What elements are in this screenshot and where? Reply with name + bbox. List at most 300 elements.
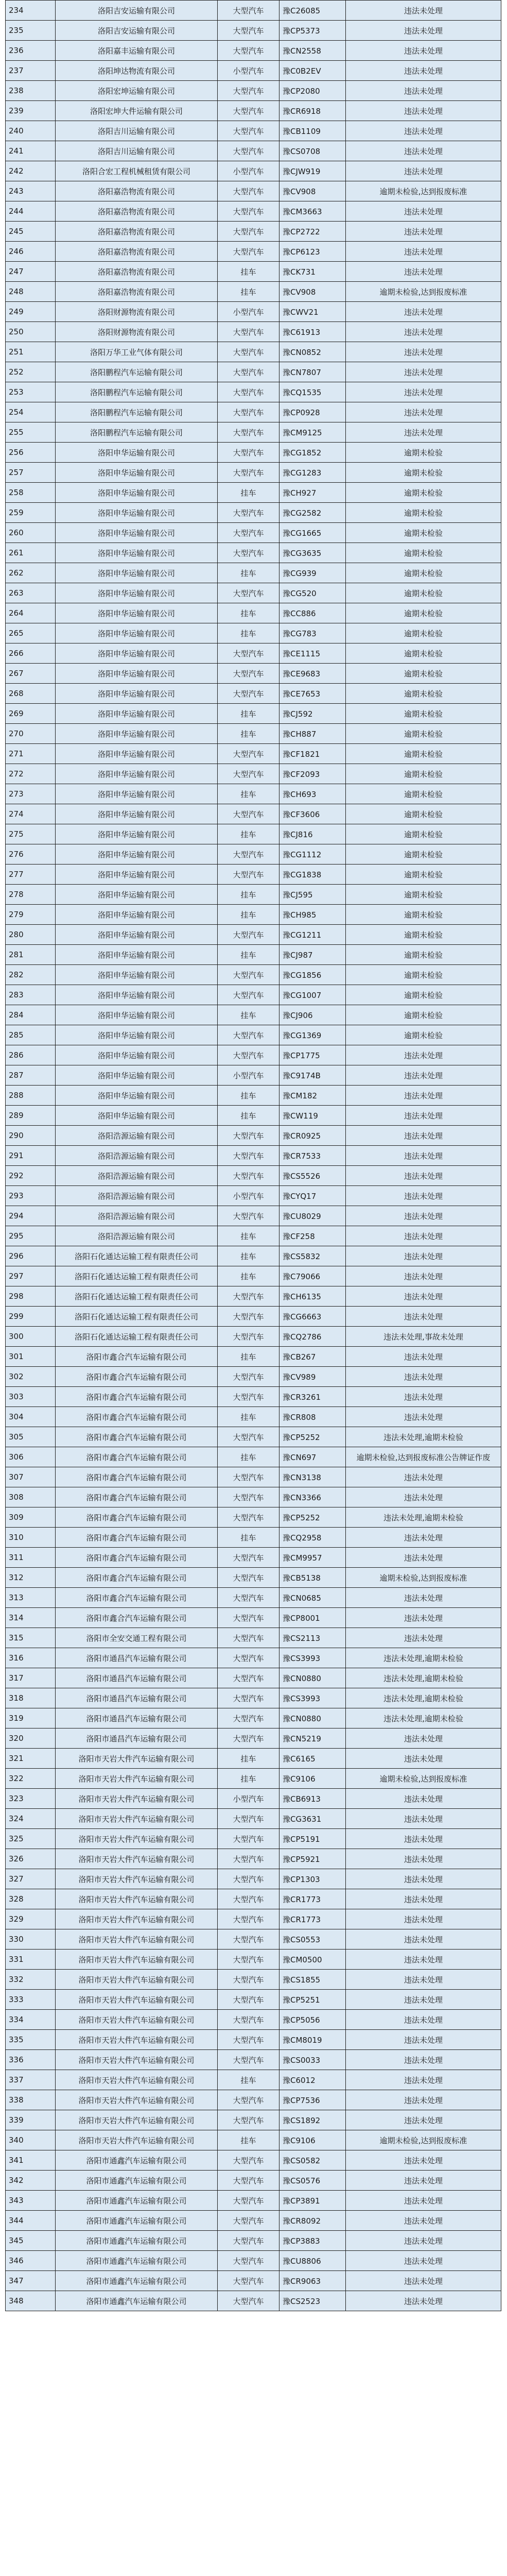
row-number-cell: 254 — [6, 402, 56, 422]
row-number-cell: 346 — [6, 2251, 56, 2271]
table-row — [6, 242, 501, 262]
table-row — [6, 2211, 501, 2231]
row-number-cell: 242 — [6, 161, 56, 181]
status-cell: 逾期未检验 — [346, 744, 501, 764]
company-cell: 洛阳申华运输有限公司 — [56, 1025, 218, 1045]
plate-number-cell: 豫CM9125 — [279, 422, 346, 443]
row-number-cell: 288 — [6, 1086, 56, 1106]
table-row — [6, 2191, 501, 2211]
vehicle-type-cell: 大型汽车 — [218, 1206, 279, 1226]
company-cell: 洛阳申华运输有限公司 — [56, 724, 218, 744]
status-cell: 违法未处理 — [346, 1266, 501, 1286]
company-cell: 洛阳嘉浩物流有限公司 — [56, 282, 218, 302]
vehicle-type-cell: 挂车 — [218, 563, 279, 583]
status-cell: 违法未处理 — [346, 2251, 501, 2271]
table-row — [6, 443, 501, 463]
vehicle-type-cell: 大型汽车 — [218, 643, 279, 664]
status-cell: 违法未处理 — [346, 1166, 501, 1186]
status-cell: 逾期未检验 — [346, 463, 501, 483]
vehicle-type-cell: 挂车 — [218, 1106, 279, 1126]
table-row — [6, 1487, 501, 1507]
status-cell: 违法未处理,逾期未检验 — [346, 1708, 501, 1728]
plate-number-cell: 豫C6165 — [279, 1749, 346, 1769]
company-cell: 洛阳申华运输有限公司 — [56, 764, 218, 784]
table-body — [6, 1, 501, 2311]
company-cell: 洛阳申华运输有限公司 — [56, 865, 218, 885]
status-cell: 违法未处理 — [346, 1749, 501, 1769]
row-number-cell: 347 — [6, 2271, 56, 2291]
row-number-cell: 299 — [6, 1307, 56, 1327]
status-cell: 违法未处理 — [346, 2231, 501, 2251]
vehicle-type-cell: 大型汽车 — [218, 382, 279, 402]
company-cell: 洛阳市全安交通工程有限公司 — [56, 1628, 218, 1648]
row-number-cell: 235 — [6, 21, 56, 41]
company-cell: 洛阳申华运输有限公司 — [56, 1005, 218, 1025]
status-cell: 违法未处理 — [346, 2171, 501, 2191]
vehicle-type-cell: 大型汽车 — [218, 744, 279, 764]
company-cell: 洛阳市鑫合汽车运输有限公司 — [56, 1427, 218, 1447]
plate-number-cell: 豫CM3663 — [279, 201, 346, 222]
vehicle-type-cell: 大型汽车 — [218, 503, 279, 523]
company-cell: 洛阳嘉浩物流有限公司 — [56, 222, 218, 242]
row-number-cell: 326 — [6, 1849, 56, 1869]
table-row — [6, 1628, 501, 1648]
plate-number-cell: 豫CR8092 — [279, 2211, 346, 2231]
plate-number-cell: 豫CM182 — [279, 1086, 346, 1106]
table-row — [6, 1307, 501, 1327]
plate-number-cell: 豫C6012 — [279, 2070, 346, 2090]
status-cell: 违法未处理 — [346, 1929, 501, 1950]
plate-number-cell: 豫C0B2EV — [279, 61, 346, 81]
vehicle-type-cell: 大型汽车 — [218, 1146, 279, 1166]
vehicle-type-cell: 大型汽车 — [218, 1307, 279, 1327]
table-row — [6, 784, 501, 804]
row-number-cell: 301 — [6, 1347, 56, 1367]
table-row — [6, 1327, 501, 1347]
company-cell: 洛阳石化通达运输工程有限责任公司 — [56, 1327, 218, 1347]
plate-number-cell: 豫CN5219 — [279, 1728, 346, 1749]
company-cell: 洛阳申华运输有限公司 — [56, 965, 218, 985]
plate-number-cell: 豫CP2080 — [279, 81, 346, 101]
status-cell: 违法未处理 — [346, 1809, 501, 1829]
vehicle-type-cell: 大型汽车 — [218, 1829, 279, 1849]
status-cell: 违法未处理 — [346, 41, 501, 61]
status-cell: 违法未处理 — [346, 1286, 501, 1307]
company-cell: 洛阳石化通达运输工程有限责任公司 — [56, 1266, 218, 1286]
row-number-cell: 342 — [6, 2171, 56, 2191]
row-number-cell: 285 — [6, 1025, 56, 1045]
table-row — [6, 1146, 501, 1166]
row-number-cell: 241 — [6, 141, 56, 161]
vehicle-type-cell: 大型汽车 — [218, 2171, 279, 2191]
plate-number-cell: 豫CH6135 — [279, 1286, 346, 1307]
company-cell: 洛阳市天岩大件汽车运输有限公司 — [56, 1769, 218, 1789]
table-row — [6, 362, 501, 382]
company-cell: 洛阳市通鑫汽车运输有限公司 — [56, 2251, 218, 2271]
table-row — [6, 1427, 501, 1447]
table-row — [6, 1086, 501, 1106]
status-cell: 逾期未检验 — [346, 563, 501, 583]
status-cell: 违法未处理 — [346, 1367, 501, 1387]
row-number-cell: 304 — [6, 1407, 56, 1427]
status-cell: 违法未处理 — [346, 242, 501, 262]
plate-number-cell: 豫CS3993 — [279, 1648, 346, 1668]
vehicle-type-cell: 大型汽车 — [218, 2090, 279, 2110]
company-cell: 洛阳市鑫合汽车运输有限公司 — [56, 1608, 218, 1628]
status-cell: 逾期未检验 — [346, 784, 501, 804]
row-number-cell: 245 — [6, 222, 56, 242]
row-number-cell: 266 — [6, 643, 56, 664]
plate-number-cell: 豫CS1855 — [279, 1970, 346, 1990]
table-row — [6, 262, 501, 282]
company-cell: 洛阳申华运输有限公司 — [56, 583, 218, 603]
status-cell: 违法未处理 — [346, 1106, 501, 1126]
vehicle-type-cell: 挂车 — [218, 704, 279, 724]
company-cell: 洛阳坤达物流有限公司 — [56, 61, 218, 81]
company-cell: 洛阳市天岩大件汽车运输有限公司 — [56, 2090, 218, 2110]
company-cell: 洛阳申华运输有限公司 — [56, 1065, 218, 1086]
company-cell: 洛阳浩源运输有限公司 — [56, 1206, 218, 1226]
company-cell: 洛阳申华运输有限公司 — [56, 744, 218, 764]
row-number-cell: 308 — [6, 1487, 56, 1507]
table-row — [6, 543, 501, 563]
status-cell: 逾期未检验 — [346, 905, 501, 925]
status-cell: 逾期未检验 — [346, 483, 501, 503]
status-cell: 违法未处理 — [346, 1246, 501, 1266]
plate-number-cell: 豫CF258 — [279, 1226, 346, 1246]
status-cell: 违法未处理 — [346, 2271, 501, 2291]
company-cell: 洛阳申华运输有限公司 — [56, 643, 218, 664]
company-cell: 洛阳申华运输有限公司 — [56, 925, 218, 945]
company-cell: 洛阳市天岩大件汽车运输有限公司 — [56, 2030, 218, 2050]
plate-number-cell: 豫CR808 — [279, 1407, 346, 1427]
vehicle-type-cell: 挂车 — [218, 1749, 279, 1769]
row-number-cell: 284 — [6, 1005, 56, 1025]
row-number-cell: 332 — [6, 1970, 56, 1990]
vehicle-type-cell: 挂车 — [218, 945, 279, 965]
row-number-cell: 268 — [6, 684, 56, 704]
vehicle-type-cell: 大型汽车 — [218, 1648, 279, 1668]
status-cell: 违法未处理 — [346, 362, 501, 382]
plate-number-cell: 豫CG1856 — [279, 965, 346, 985]
row-number-cell: 344 — [6, 2211, 56, 2231]
row-number-cell: 287 — [6, 1065, 56, 1086]
status-cell: 逾期未检验 — [346, 764, 501, 784]
status-cell: 逾期未检验 — [346, 684, 501, 704]
company-cell: 洛阳市通昌汽车运输有限公司 — [56, 1688, 218, 1708]
plate-number-cell: 豫CB1109 — [279, 121, 346, 141]
status-cell: 违法未处理 — [346, 161, 501, 181]
status-cell: 违法未处理 — [346, 1950, 501, 1970]
row-number-cell: 255 — [6, 422, 56, 443]
status-cell: 逾期未检验 — [346, 1005, 501, 1025]
status-cell: 违法未处理 — [346, 1467, 501, 1487]
vehicle-type-cell: 小型汽车 — [218, 61, 279, 81]
row-number-cell: 282 — [6, 965, 56, 985]
table-row — [6, 1045, 501, 1065]
plate-number-cell: 豫CU8029 — [279, 1206, 346, 1226]
table-row — [6, 61, 501, 81]
company-cell: 洛阳市通鑫汽车运输有限公司 — [56, 2150, 218, 2171]
vehicle-type-cell: 大型汽车 — [218, 21, 279, 41]
plate-number-cell: 豫CN697 — [279, 1447, 346, 1467]
row-number-cell: 333 — [6, 1990, 56, 2010]
row-number-cell: 289 — [6, 1106, 56, 1126]
row-number-cell: 252 — [6, 362, 56, 382]
table-row — [6, 885, 501, 905]
status-cell: 违法未处理 — [346, 1226, 501, 1246]
status-cell: 违法未处理 — [346, 1829, 501, 1849]
company-cell: 洛阳吉川运输有限公司 — [56, 141, 218, 161]
vehicle-type-cell: 小型汽车 — [218, 161, 279, 181]
company-cell: 洛阳市通鑫汽车运输有限公司 — [56, 2271, 218, 2291]
table-row — [6, 463, 501, 483]
plate-number-cell: 豫CG520 — [279, 583, 346, 603]
company-cell: 洛阳宏坤运输有限公司 — [56, 81, 218, 101]
plate-number-cell: 豫CM8019 — [279, 2030, 346, 2050]
row-number-cell: 335 — [6, 2030, 56, 2050]
table-row — [6, 764, 501, 784]
company-cell: 洛阳鹏程汽车运输有限公司 — [56, 362, 218, 382]
plate-number-cell: 豫CG783 — [279, 623, 346, 643]
plate-number-cell: 豫CP5373 — [279, 21, 346, 41]
plate-number-cell: 豫CN0880 — [279, 1668, 346, 1688]
status-cell: 违法未处理 — [346, 2291, 501, 2311]
table-row — [6, 2130, 501, 2150]
plate-number-cell: 豫CS0033 — [279, 2050, 346, 2070]
company-cell: 洛阳市通昌汽车运输有限公司 — [56, 1708, 218, 1728]
company-cell: 洛阳申华运输有限公司 — [56, 543, 218, 563]
company-cell: 洛阳浩源运输有限公司 — [56, 1126, 218, 1146]
row-number-cell: 320 — [6, 1728, 56, 1749]
row-number-cell: 290 — [6, 1126, 56, 1146]
table-row — [6, 1950, 501, 1970]
table-row — [6, 483, 501, 503]
status-cell: 逾期未检验 — [346, 885, 501, 905]
plate-number-cell: 豫CR3261 — [279, 1387, 346, 1407]
vehicle-type-cell: 大型汽车 — [218, 1990, 279, 2010]
plate-number-cell: 豫C26085 — [279, 1, 346, 21]
status-cell: 违法未处理 — [346, 2010, 501, 2030]
vehicle-type-cell: 大型汽车 — [218, 1387, 279, 1407]
status-cell: 违法未处理 — [346, 342, 501, 362]
table-row — [6, 382, 501, 402]
status-cell: 违法未处理 — [346, 322, 501, 342]
vehicle-type-cell: 大型汽车 — [218, 1950, 279, 1970]
company-cell: 洛阳申华运输有限公司 — [56, 603, 218, 623]
row-number-cell: 309 — [6, 1507, 56, 1528]
table-row — [6, 1929, 501, 1950]
vehicle-type-cell: 大型汽车 — [218, 2030, 279, 2050]
status-cell: 逾期未检验 — [346, 1025, 501, 1045]
status-cell: 违法未处理 — [346, 1528, 501, 1548]
row-number-cell: 247 — [6, 262, 56, 282]
row-number-cell: 270 — [6, 724, 56, 744]
vehicle-type-cell: 大型汽车 — [218, 1849, 279, 1869]
table-row — [6, 21, 501, 41]
row-number-cell: 251 — [6, 342, 56, 362]
row-number-cell: 286 — [6, 1045, 56, 1065]
company-cell: 洛阳浩源运输有限公司 — [56, 1146, 218, 1166]
plate-number-cell: 豫CF2093 — [279, 764, 346, 784]
plate-number-cell: 豫CV989 — [279, 1367, 346, 1387]
plate-number-cell: 豫CR1773 — [279, 1889, 346, 1909]
row-number-cell: 318 — [6, 1688, 56, 1708]
plate-number-cell: 豫CU8806 — [279, 2251, 346, 2271]
row-number-cell: 325 — [6, 1829, 56, 1849]
company-cell: 洛阳申华运输有限公司 — [56, 503, 218, 523]
table-row — [6, 342, 501, 362]
company-cell: 洛阳市鑫合汽车运输有限公司 — [56, 1407, 218, 1427]
vehicle-type-cell: 大型汽车 — [218, 2231, 279, 2251]
table-row — [6, 804, 501, 824]
row-number-cell: 273 — [6, 784, 56, 804]
status-cell: 逾期未检验 — [346, 945, 501, 965]
vehicle-type-cell: 挂车 — [218, 784, 279, 804]
vehicle-type-cell: 大型汽车 — [218, 1327, 279, 1347]
status-cell: 逾期未检验 — [346, 583, 501, 603]
company-cell: 洛阳嘉浩物流有限公司 — [56, 201, 218, 222]
company-cell: 洛阳合宏工程机械租赁有限公司 — [56, 161, 218, 181]
company-cell: 洛阳市天岩大件汽车运输有限公司 — [56, 1889, 218, 1909]
company-cell: 洛阳市鑫合汽车运输有限公司 — [56, 1487, 218, 1507]
company-cell: 洛阳市天岩大件汽车运输有限公司 — [56, 1909, 218, 1929]
plate-number-cell: 豫CR7533 — [279, 1146, 346, 1166]
table-row — [6, 1106, 501, 1126]
row-number-cell: 248 — [6, 282, 56, 302]
plate-number-cell: 豫C61913 — [279, 322, 346, 342]
row-number-cell: 281 — [6, 945, 56, 965]
company-cell: 洛阳市天岩大件汽车运输有限公司 — [56, 1829, 218, 1849]
table-row — [6, 985, 501, 1005]
table-row — [6, 1407, 501, 1427]
row-number-cell: 345 — [6, 2231, 56, 2251]
company-cell: 洛阳申华运输有限公司 — [56, 1106, 218, 1126]
vehicle-type-cell: 大型汽车 — [218, 2191, 279, 2211]
vehicle-type-cell: 大型汽车 — [218, 684, 279, 704]
status-cell: 违法未处理 — [346, 81, 501, 101]
vehicle-type-cell: 大型汽车 — [218, 925, 279, 945]
table-row — [6, 201, 501, 222]
status-cell: 违法未处理 — [346, 1126, 501, 1146]
vehicle-type-cell: 大型汽车 — [218, 121, 279, 141]
company-cell: 洛阳市鑫合汽车运输有限公司 — [56, 1588, 218, 1608]
vehicle-type-cell: 小型汽车 — [218, 302, 279, 322]
vehicle-type-cell: 大型汽车 — [218, 523, 279, 543]
plate-number-cell: 豫CM0500 — [279, 1950, 346, 1970]
vehicle-type-cell: 大型汽车 — [218, 1507, 279, 1528]
row-number-cell: 314 — [6, 1608, 56, 1628]
table-row — [6, 302, 501, 322]
company-cell: 洛阳申华运输有限公司 — [56, 664, 218, 684]
status-cell: 逾期未检验 — [346, 925, 501, 945]
status-cell: 逾期未检验 — [346, 824, 501, 844]
status-cell: 违法未处理 — [346, 1307, 501, 1327]
vehicle-type-cell: 大型汽车 — [218, 1286, 279, 1307]
table-row — [6, 824, 501, 844]
row-number-cell: 236 — [6, 41, 56, 61]
status-cell: 逾期未检验 — [346, 523, 501, 543]
company-cell: 洛阳申华运输有限公司 — [56, 905, 218, 925]
table-row — [6, 1, 501, 21]
plate-number-cell: 豫CJ592 — [279, 704, 346, 724]
plate-number-cell: 豫CP5251 — [279, 1990, 346, 2010]
plate-number-cell: 豫CN3138 — [279, 1467, 346, 1487]
row-number-cell: 234 — [6, 1, 56, 21]
vehicle-type-cell: 大型汽车 — [218, 664, 279, 684]
vehicle-type-cell: 大型汽车 — [218, 2251, 279, 2271]
table-row — [6, 1447, 501, 1467]
status-cell: 违法未处理 — [346, 1608, 501, 1628]
row-number-cell: 329 — [6, 1909, 56, 1929]
plate-number-cell: 豫CH887 — [279, 724, 346, 744]
row-number-cell: 272 — [6, 764, 56, 784]
table-row — [6, 282, 501, 302]
company-cell: 洛阳市天岩大件汽车运输有限公司 — [56, 2010, 218, 2030]
table-row — [6, 1025, 501, 1045]
vehicle-type-cell: 大型汽车 — [218, 2211, 279, 2231]
table-row — [6, 1226, 501, 1246]
status-cell: 逾期未检验,达到报废标准 — [346, 2130, 501, 2150]
row-number-cell: 265 — [6, 623, 56, 643]
status-cell: 违法未处理 — [346, 382, 501, 402]
company-cell: 洛阳市鑫合汽车运输有限公司 — [56, 1367, 218, 1387]
row-number-cell: 303 — [6, 1387, 56, 1407]
table-row — [6, 2090, 501, 2110]
company-cell: 洛阳申华运输有限公司 — [56, 784, 218, 804]
status-cell: 违法未处理 — [346, 1086, 501, 1106]
plate-number-cell: 豫CM9957 — [279, 1548, 346, 1568]
plate-number-cell: 豫CC886 — [279, 603, 346, 623]
table-row — [6, 684, 501, 704]
company-cell: 洛阳申华运输有限公司 — [56, 623, 218, 643]
row-number-cell: 263 — [6, 583, 56, 603]
row-number-cell: 237 — [6, 61, 56, 81]
status-cell: 违法未处理 — [346, 1146, 501, 1166]
status-cell: 违法未处理 — [346, 2150, 501, 2171]
vehicle-type-cell: 挂车 — [218, 282, 279, 302]
table-row — [6, 1708, 501, 1728]
company-cell: 洛阳市天岩大件汽车运输有限公司 — [56, 1950, 218, 1970]
company-cell: 洛阳市天岩大件汽车运输有限公司 — [56, 2050, 218, 2070]
row-number-cell: 258 — [6, 483, 56, 503]
vehicle-type-cell: 大型汽车 — [218, 1708, 279, 1728]
vehicle-type-cell: 挂车 — [218, 1266, 279, 1286]
status-cell: 违法未处理 — [346, 1970, 501, 1990]
row-number-cell: 311 — [6, 1548, 56, 1568]
row-number-cell: 312 — [6, 1568, 56, 1588]
table-row — [6, 1507, 501, 1528]
company-cell: 洛阳市通鑫汽车运输有限公司 — [56, 2211, 218, 2231]
table-row — [6, 322, 501, 342]
table-row — [6, 41, 501, 61]
table-row — [6, 1688, 501, 1708]
vehicle-type-cell: 大型汽车 — [218, 2291, 279, 2311]
row-number-cell: 316 — [6, 1648, 56, 1668]
table-row — [6, 1126, 501, 1146]
status-cell: 逾期未检验 — [346, 623, 501, 643]
table-row — [6, 1387, 501, 1407]
table-row — [6, 2030, 501, 2050]
row-number-cell: 257 — [6, 463, 56, 483]
table-row — [6, 422, 501, 443]
company-cell: 洛阳市天岩大件汽车运输有限公司 — [56, 2110, 218, 2130]
vehicle-type-cell: 大型汽车 — [218, 222, 279, 242]
plate-number-cell: 豫CS0576 — [279, 2171, 346, 2191]
vehicle-type-cell: 挂车 — [218, 1528, 279, 1548]
table-row — [6, 2010, 501, 2030]
plate-number-cell: 豫CH693 — [279, 784, 346, 804]
